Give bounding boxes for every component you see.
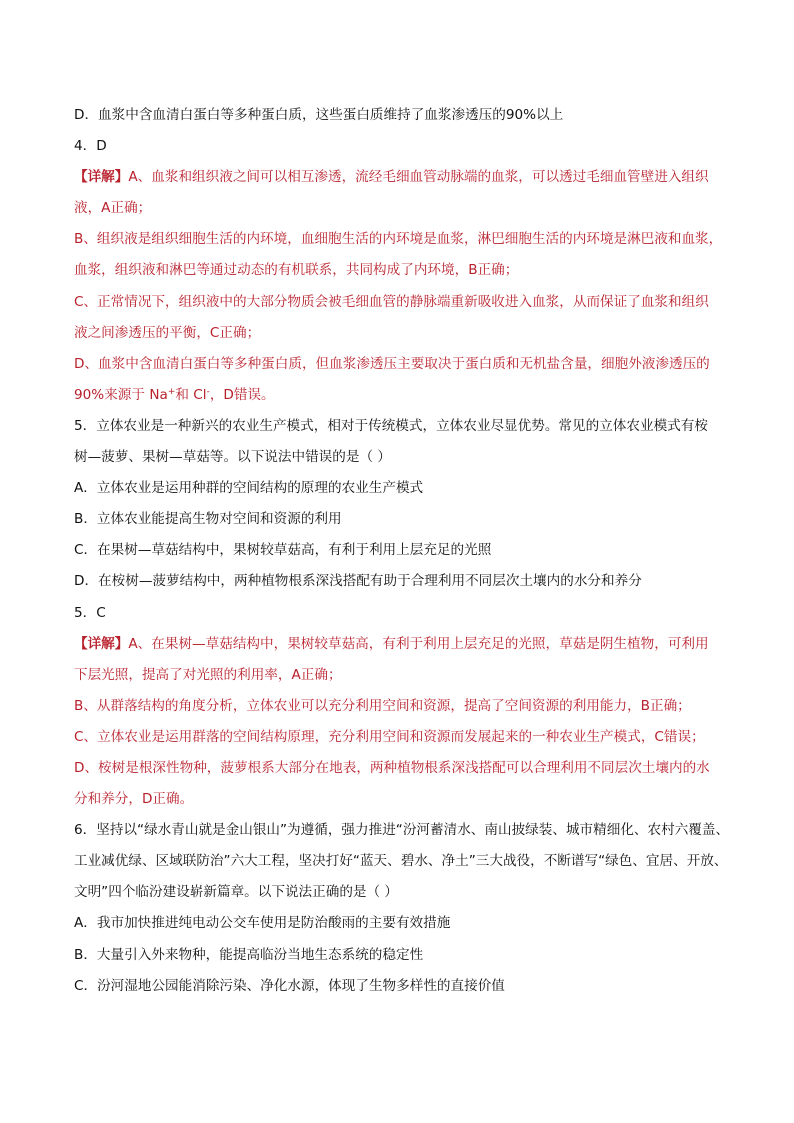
question-6-option-c: C．汾河湿地公园能消除污染、净化水源，体现了生物多样性的直接价值 (74, 977, 505, 994)
superscript-plus: + (167, 386, 176, 397)
explanation-4-line-4: 血浆，组织液和淋巴等通过动态的有机联系，共同构成了内环境，B正确； (74, 262, 519, 279)
explanation-4-line-8 (74, 380, 734, 411)
option-d-line: D．血浆中含血清白蛋白等多种蛋白质，这些蛋白质维持了血浆渗透压的90%以上 (74, 107, 564, 123)
explanation-tag: 【详解】 (74, 169, 129, 186)
question-6-stem-line-1: 6．坚持以“绿水青山就是金山银山”为遵循，强力推进“汾河蓄清水、南山披绿装、城市精细化、农村六覆盖、 (74, 822, 730, 839)
answer-5: 5．C (74, 604, 106, 621)
question-5-stem-line-2: 树—菠萝、果树—草菇等。以下说法中错误的是（ ） (74, 449, 391, 466)
explanation-text: A、在果树—草菇结构中，果树较草菇高，有利于利用上层充足的光照，草菇是阴生植物，可利用 (128, 635, 709, 652)
question-5-option-d: D．在桉树—菠萝结构中，两种植物根系深浅搭配有助于合理利用不同层次土壤内的水分和养分 (74, 573, 642, 590)
explanation-4-line-6: 液之间渗透压的平衡，C正确； (74, 324, 261, 341)
explanation-tag: 【详解】 (74, 635, 129, 652)
explanation-4-line-2: 液，A正确； (74, 200, 152, 217)
explanation-5-line-4: C、立体农业是运用群落的空间结构原理，充分利用空间和资源而发展起来的一种农业生产模式，C错误； (74, 728, 705, 745)
explanation-5-line-2: 下层光照，提高了对光照的利用率，A正确； (74, 666, 342, 683)
answer-4: 4．D (74, 138, 107, 155)
text-part: 90%来源于 Na (74, 386, 168, 403)
question-5-option-c: C．在果树—草菇结构中，果树较草菇高，有利于利用上层充足的光照 (74, 542, 492, 559)
explanation-5-line-5: D、桉树是根深性物种，菠萝根系大部分在地表，两种植物根系深浅搭配可以合理利用不同层次土壤内的水 (74, 759, 710, 776)
question-5-option-b: B．立体农业能提高生物对空间和资源的利用 (74, 511, 342, 528)
question-6-option-b: B．大量引入外来物种，能提高临汾当地生态系统的稳定性 (74, 946, 424, 963)
superscript-minus: - (206, 386, 210, 397)
explanation-5-line-3: B、从群落结构的角度分析，立体农业可以充分利用空间和资源，提高了空间资源的利用能力，B正确； (74, 697, 691, 714)
question-5-option-a: A．立体农业是运用种群的空间结构的原理的农业生产模式 (74, 480, 424, 497)
question-6-stem-line-2: 工业减优绿、区域联防治”六大工程，坚决打好“蓝天、碧水、净土”三大战役，不断谱写“绿色、宜居、开放、 (74, 853, 728, 870)
explanation-4-line-1 (74, 162, 734, 193)
explanation-4-line-5: C、正常情况下，组织液中的大部分物质会被毛细血管的静脉端重新吸收进入血浆，从而保证了血浆和组织 (74, 293, 709, 310)
question-6-stem-line-3: 文明”四个临汾建设崭新篇章。以下说法正确的是（ ） (74, 884, 399, 901)
text-part: 和 Cl (175, 386, 207, 403)
explanation-5-line-6: 分和养分，D正确。 (74, 791, 194, 808)
explanation-4-line-3: B、组织液是组织细胞生活的内环境，血细胞生活的内环境是血浆，淋巴细胞生活的内环境是淋巴液和血浆， (74, 231, 723, 248)
text-part: ，D错误。 (209, 386, 275, 403)
explanation-4-line-7: D、血浆中含血清白蛋白等多种蛋白质，但血浆渗透压主要取决于蛋白质和无机盐含量，细胞外液渗透压的 (74, 355, 710, 372)
question-5-stem-line-1: 5．立体农业是一种新兴的农业生产模式，相对于传统模式，立体农业尽显优势。常见的立体农业模式有桉 (74, 417, 708, 434)
question-6-option-a: A．我市加快推进纯电动公交车使用是防治酸雨的主要有效措施 (74, 915, 451, 932)
document-page (74, 100, 734, 1002)
explanation-5-line-1 (74, 629, 734, 660)
explanation-text: A、血浆和组织液之间可以相互渗透，流经毛细血管动脉端的血浆，可以透过毛细血管壁进入组织 (128, 169, 709, 186)
